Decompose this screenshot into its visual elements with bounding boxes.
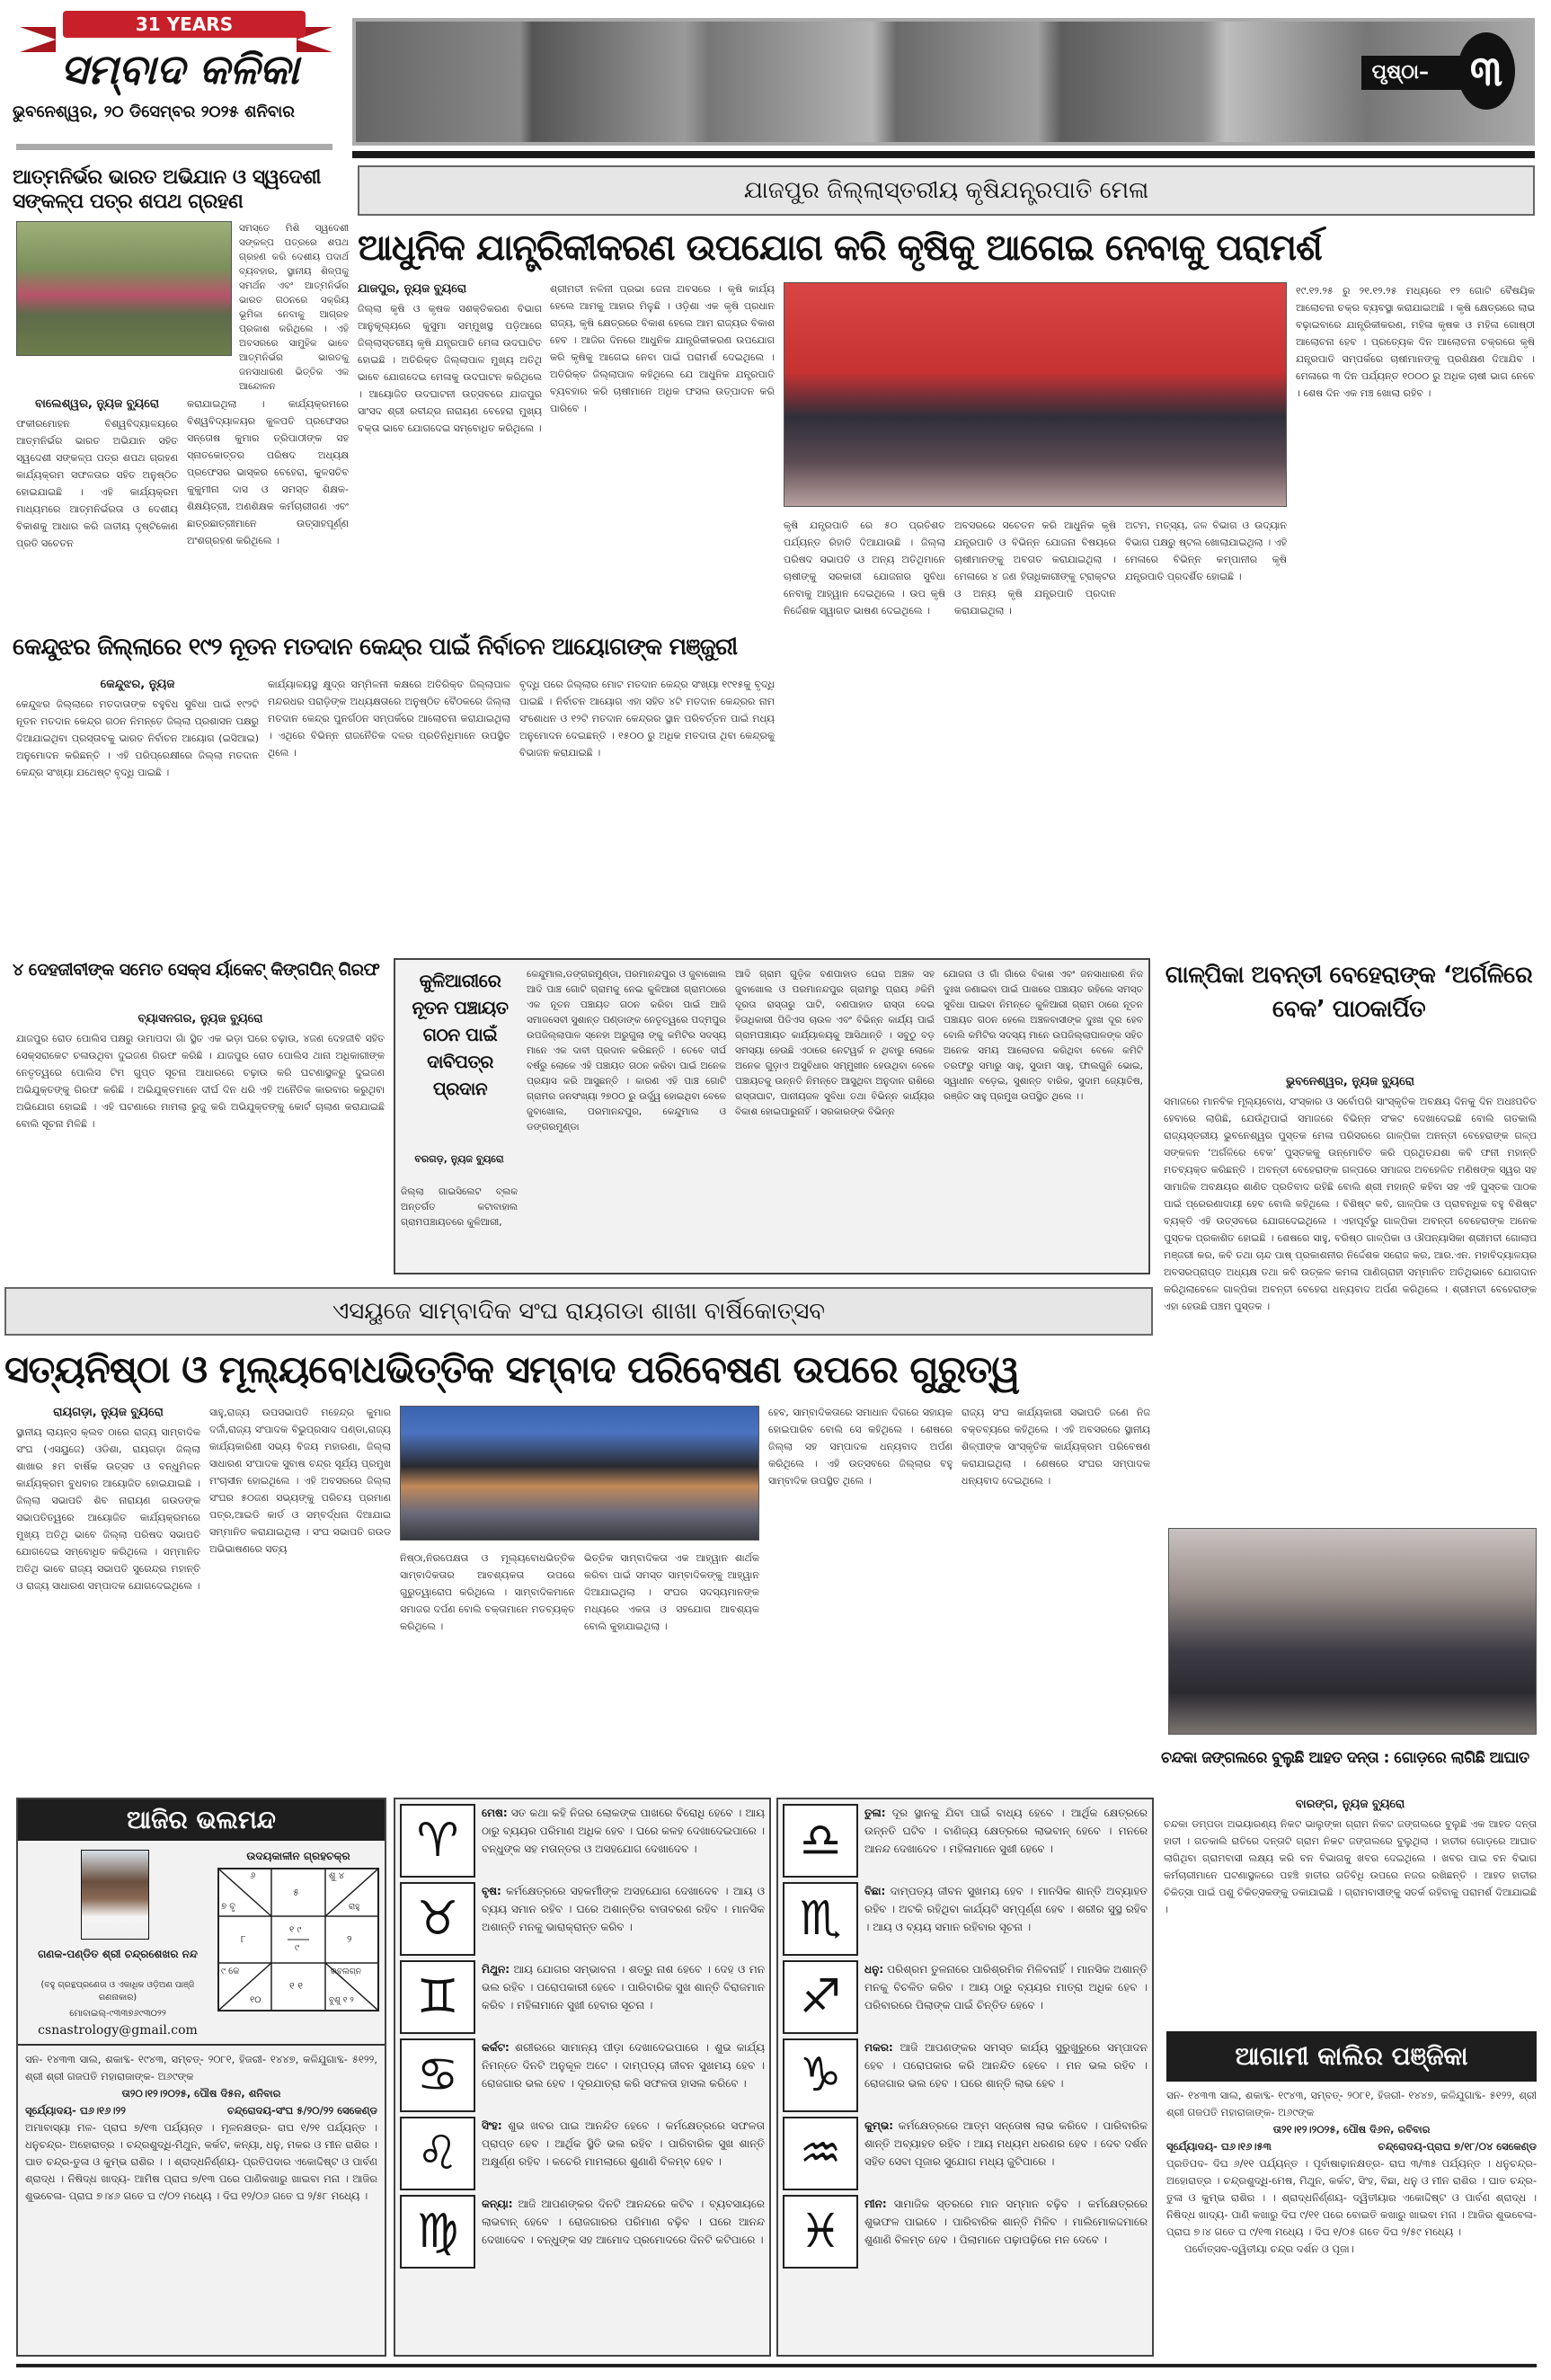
zodiac-sign-icon: ♑	[783, 2038, 858, 2112]
zodiac-sign-icon: ♋	[400, 2038, 475, 2112]
masthead	[0, 0, 1551, 160]
zodiac-sign-icon: ♓	[783, 2195, 858, 2269]
zodiac-forecast-text: ଆଜି ଆପଣଙ୍କର ସମସ୍ତ କାର୍ଯ୍ୟ ସୁରୁଖୁରୁରେ ସମ୍ପାଦନ ହେବ । ପରୋପକାର କରି ଆନନ୍ଦିତ ହେବେ । ମନ ଭଲ ରହିବ । ରୋଜଗାର ଭଲ ହେବ । ଘରେ ଶାନ୍ତି ଲାଭ ହେବ ।	[864, 2041, 1148, 2090]
zodiac-forecast	[864, 2117, 1148, 2190]
zodiac-forecast-text: ଦାମ୍ପତ୍ୟ ଜୀବନ ସୁଖମୟ ହେବ । ମାନସିକ ଶାନ୍ତି ଅବ୍ୟାହତ ରହିବ । ଅଟକି ରହିଥିବା କାର୍ଯ୍ୟଟି ସମ୍ପୂର୍ଣ୍ଣ ହେବ । ଶରୀର ସୁସ୍ଥ ରହିବ । ଆୟ ଓ ବ୍ୟୟ ସମାନ ରହିବାର ସୂଚନା ।	[864, 1885, 1148, 1933]
zodiac-sign-name: ମୀନ:	[864, 2198, 887, 2210]
zodiac-forecast-text: ଦୂର ସ୍ଥାନକୁ ଯିବା ପାଇଁ ବାଧ୍ୟ ହେବେ । ଆର୍ଥିକ କ୍ଷେତ୍ରରେ ଉନ୍ନତି ଘଟିବ । ବାଣିଜ୍ୟ କ୍ଷେତ୍ରରେ ଲାଭବାନ୍ ହେବେ । ମନରେ ଆନନ୍ଦ ଦେଖାଦେବ । ମହିଳାମାନେ ସୁଖୀ ହେବେ ।	[864, 1807, 1148, 1855]
zodiac-sign-name: କୁମ୍ଭ:	[864, 2119, 894, 2132]
chart-cell-center-top: ୧ ୯	[289, 1925, 302, 1935]
zodiac-forecast	[864, 1804, 1148, 1878]
chart-cell-mr: ୨	[347, 1933, 352, 1945]
chart-cell-tl-bottom: ୭ ବୃ	[221, 1902, 236, 1912]
zodiac-forecast-text: ଆୟ ଯୋଗର ସମ୍ଭାବନା । ଶତ୍ରୁ ନାଶ ହେବେ । ଦେହ ଓ ମନ ଭଲ ରହିବ । ପରୋପକାରୀ ହେବେ । ପାରିବାରିକ ସୁଖ ଶାନ୍ତି ବିରାଜମାନ କରିବ । ମହିଳାମାନେ ସୁଖୀ ହେବାର ସୂଚନା ।	[482, 1963, 765, 2011]
swadeshi-intro: ସମସ୍ତେ ମିଶି ସ୍ୱଦେଶୀ ସଙ୍କଳ୍ପ ପତ୍ରରେ ଶପଥ ଗ୍ରହଣ କରି ଦେଶୀୟ ପଦାର୍ଥ ବ୍ୟବହାର, ସ୍ଥାନୀୟ ଶିଳ୍ପକୁ ସମର୍ଥନ ଏବଂ ଆତ୍ମନିର୍ଭର ଭାରତ ଗଠନରେ ସକ୍ରିୟ ଭୂମିକା ନେବାକୁ ଆଗ୍ରହ ପ୍ରକାଶ କରିଥିଲେ । ଏହି ଅବସରରେ ସାମୁହିକ ଭାବେ ଆତ୍ମନିର୍ଭର ଭାରତକୁ ଜନସାଧାରଣ ଭିତ୍ତିକ ଏକ ଆନ୍ଦୋଳନ	[239, 223, 349, 392]
kicker-rayagada	[4, 1287, 1153, 1336]
jajpur-bureau: ଯାଜପୁର, ନ୍ୟୁଜ ବ୍ୟୁରୋ	[358, 282, 467, 296]
kicker-rayagada-text: ଏସୟୁଜେ ସାମ୍ବାଦିକ ସଂଘ ରାୟଗଡା ଶାଖା ବାର୍ଷିକୋତ୍ସବ	[332, 1297, 826, 1325]
tomorrow-intro: ସନ- ୧୪୩୩ ସାଲ, ଶକାବ୍ଦ- ୧୯୪୩, ସମ୍ବତ୍- ୨୦୮୧, ହିଜରୀ- ୧୪୪୭, କଳିଯୁଗାବ୍ଦ- ୫୧୨୨, ଶ୍ରୀ ଶ୍ରୀ ଗଜପତି ମହାରାଜାଙ୍କ- ଅ୬୯ଙ୍କ	[1166, 2089, 1537, 2118]
zodiac-entry-10	[783, 2117, 1148, 2190]
anniversary-ribbon: 31 YEARS	[63, 11, 306, 38]
zodiac-forecast	[482, 1882, 765, 1956]
zodiac-sign-icon: ♒	[783, 2117, 858, 2190]
zodiac-forecast-text: କର୍ମକ୍ଷେତ୍ରରେ ସହକର୍ମୀଙ୍କ ଅସହଯୋଗ ଦେଖାଦେବ । ଆୟ ଓ ବ୍ୟୟ ସମାନ ରହିବ । ଘରେ ଅଶାନ୍ତିର ବାତାବରଣ ରହିବ । ମାନସିକ ଅଶାନ୍ତି ମନକୁ ଭାରାକ୍ରାନ୍ତ କରିବ ।	[482, 1885, 765, 1933]
chart-cell-ml: ୮	[241, 1933, 246, 1945]
rayagada-col3: ନିଷ୍ଠା,ନିରପେକ୍ଷତା ଓ ମୂଲ୍ୟବୋଧଭିତ୍ତିକ ସାମ୍ବାଦିକତାର ଆବଶ୍ୟକତା ଉପରେ ଗୁରୁତ୍ୱାରୋପ କରିଥିଲେ । ସାମ୍ବାଦିକମାନେ ସମାଜର ଦର୍ପଣ ବୋଲି ବକ୍ତାମାନେ ମତବ୍ୟକ୍ତ କରିଥିଲେ ।	[400, 1552, 575, 1632]
zodiac-entry-5	[400, 2195, 765, 2269]
zodiac-entry-4	[400, 2117, 765, 2190]
zodiac-forecast-text: ଶରୀରରେ ସାମାନ୍ୟ ପୀଡ଼ା ଦେଖାଦେଇପାରେ । ଶୁଭ କାର୍ଯ୍ୟ ନିମନ୍ତେ ଦିନଟି ଅନୁକୂଳ ଅଟେ । ଦାମ୍ପତ୍ୟ ଜୀବନ ସୁଖମୟ ହେବ । ରୋଜଗାର ଭଲ ହେବ । ଦୂରଯାତ୍ରା କରି ସଫଳତା ହାସଲ କରିବେ ।	[482, 2041, 765, 2090]
chart-cell-br-top: ରବଲଗ୍ନ	[331, 1967, 361, 1976]
headline-swadeshi: ଆତ୍ମନିର୍ଭର ଭାରତ ଅଭିଯାନ ଓ ସ୍ୱଦେଶୀ ସଙ୍କଳ୍ପ ପତ୍ର ଶପଥ ଗ୍ରହଣ	[13, 166, 321, 213]
keonjhar-col2: କାର୍ଯ୍ୟାଳୟସ୍ଥ କ୍ଷୁଦ୍ର ସମ୍ମିଳନୀ କକ୍ଷରେ ଅତିରିକ୍ତ ଜିଲ୍ଲାପାଳ ମନ୍ଦରଧର ପରାଡ଼ିଙ୍କ ଅଧ୍ୟକ୍ଷତାରେ ଅନୁଷ୍ଠିତ ବୈଠକରେ ଜିଲ୍ଲା ମତଦାନ କେନ୍ଦ୍ର ପୁନର୍ଗଠନ ସମ୍ପର୍କରେ ଆଲୋଚନା କରାଯାଇଥିଲା । ଏଥିରେ ବିଭିନ୍ନ ରାଜନୈତିକ ଦଳର ପ୍ରତିନିଧିମାନେ ଉପସ୍ଥିତ ଥିଲେ ।	[268, 679, 510, 759]
zodiac-column-2	[776, 1798, 1154, 2357]
zodiac-sign-name: ତୁଳା:	[864, 1807, 886, 1819]
zodiac-sign-name: କର୍କଟ:	[482, 2041, 510, 2054]
zodiac-forecast	[482, 2195, 765, 2269]
chart-cell-br-bottom: ବୁଶୁ ୧ ୨	[329, 1996, 354, 2005]
sex-racket-bureau: ବ୍ୟାସନଗର, ନ୍ୟୁଜ ବ୍ୟୁରୋ	[137, 1012, 263, 1026]
zodiac-entry-11	[783, 2195, 1148, 2269]
headline-jajpur: ଆଧୁନିକ ଯାନ୍ତ୍ରିକୀକରଣ ଉପଯୋଗ କରି କୃଷିକୁ ଆଗେଇ ନେବାକୁ ପରାମର୍ଶ	[358, 227, 1322, 269]
headline-kuliari: କୁଳିଆରୀରେ ନୂତନ ପଞ୍ଚାୟତ ଗଠନ ପାଇଁ ଦାବିପତ୍ର ପ୍ରଦାନ	[412, 970, 509, 1099]
zodiac-forecast	[864, 1882, 1148, 1956]
photo-book-release	[1168, 1528, 1537, 1735]
newspaper-logo: ସମ୍ବାଦ କଳିକା	[60, 45, 299, 93]
zodiac-column-1	[394, 1798, 771, 2357]
kicker-jajpur	[358, 165, 1535, 216]
zodiac-entry-6	[783, 1804, 1148, 1878]
chart-cell-tr-bottom: ରାହୁ	[349, 1903, 360, 1912]
bottom-rule	[16, 2364, 1537, 2367]
zodiac-sign-name: ମେଷ:	[482, 1807, 508, 1819]
birth-chart	[217, 1868, 379, 2011]
zodiac-forecast	[482, 1804, 765, 1878]
tomorrow-moonrise: ଚନ୍ଦ୍ରୋଦୟ-ପ୍ରାଘ ୭/୧୮/୦୪ ସେକେଣ୍ଡ	[1378, 2140, 1537, 2153]
headline-rayagada: ସତ୍ୟନିଷ୍ଠା ଓ ମୂଲ୍ୟବୋଧଭିତ୍ତିକ ସମ୍ବାଦ ପରିବେଷଣ ଉପରେ ଗୁରୁତ୍ୱ	[4, 1347, 1020, 1391]
jajpur-col5: ଅଟମ, ମତ୍ସ୍ୟ, ଜଳ ବିଭାଗ ଓ ଉଦ୍ୟାନ ବିଭାଗ ପକ୍ଷରୁ ଷ୍ଟଲ ଖୋଲାଯାଇଥିଲା । ଏହି ମେଳାରେ ବିଭିନ୍ନ କମ୍ପାନୀର କୃଷି ଯନ୍ତ୍ରପାତି ପ୍ରଦର୍ଶିତ ହୋଇଛି ।	[1125, 520, 1287, 582]
kicker-jajpur-text: ଯାଜପୁର ଜିଲ୍ଲାସ୍ତରୀୟ କୃଷିଯନ୍ତ୍ରପାତି ମେଳା	[743, 176, 1149, 204]
elephant-body: ଚନ୍ଦକା ଡମ୍ପଡା ଅଭୟାରଣ୍ୟ ନିକଟ ଭାଲୁଙ୍କା ଗ୍ରାମ ନିକଟ ଜଙ୍ଗଲରେ ବୁଲୁଛି ଏକ ଆହତ ଦନ୍ତା ହାତୀ । ଗତକାଲି ରାତିରେ ଦନ୍ତାଟି ଗ୍ରାମ ନିକଟ ଜଙ୍ଗଲରେ ବୁଲୁଥିଲା । ହାତୀର ଗୋଡ଼ରେ ଆଘାତ ଲାଗିଥିବା ଗ୍ରାମବାସୀ ଲକ୍ଷ୍ୟ କରି ବନ ବିଭାଗକୁ ଖବର ଦେଇଥିଲେ । ଖବର ପାଇ ବନ ବିଭାଗ କର୍ମଚାରୀମାନେ ଘଟଣାସ୍ଥଳରେ ପହଞ୍ଚି ହାତୀର ଗତିବିଧି ଉପରେ ନଜର ରଖିଛନ୍ତି । ଆହତ ହାତୀର ଚିକିତ୍ସା ପାଇଁ ପଶୁ ଚିକିତ୍ସକଙ୍କୁ ଡକାଯାଇଛି । ଗ୍ରାମବାସୀଙ୍କୁ ସତର୍କ ରହିବାକୁ ପରାମର୍ଶ ଦିଆଯାଇଛି ।	[1164, 1818, 1537, 1915]
photo-rayagada-group	[400, 1406, 759, 1541]
kuliari-col2: ଆଦି ଗ୍ରାମ ଗୁଡ଼ିକ ବଣପାହାଡ ଘେରା ଅଞ୍ଚଳ ସହ ଜୁବାଖୋଲ ଓ ପରମାନନ୍ଦପୁର ଗ୍ରାମରୁ ପ୍ରାୟ ୬କିମି ଦୂରତା ରାସ୍ତାରୁ ଘାଟି, ବଣପାହାଡ ରାସ୍ତା ଦେଇ ହିତାଧିକାରୀ ପିଡିଏସ ଚାଉଳ ଏବଂ ବିଭିନ୍ନ କାର୍ଯ୍ୟ ପାଇଁ ଗ୍ରାମପଞ୍ଚାୟତ କାର୍ଯ୍ୟାଳୟକୁ ଆସିଥାନ୍ତି । ସବୁଠୁ ବଡ଼ ସମସ୍ୟା ହେଉଛି ଏଠାରେ ନେଟୱର୍କ ନ ଥିବାରୁ ଲୋକେ ଅନେକ ଗୁଡ଼ାଏ ଅସୁବିଧାର ସମ୍ମୁଖୀନ ହେଉଥିବା ବେଳେ ପଞ୍ଚାୟତକୁ ଉନ୍ନତି ନିମନ୍ତେ ଆସୁଥିବା ଅନୁଦାନ ରାଶିରେ ରାସ୍ତାଘାଟ, ପାନୀୟଜଳ ସୁବିଧା ତଥା ବିଭିନ୍ନ କାର୍ଯ୍ୟର ବିକାଶ ହୋଇପାରୁନାହିଁ । ସରକାରଙ୍କ ବିଭିନ୍ନ	[735, 969, 935, 1117]
jajpur-col3: କୃଷି ଯନ୍ତ୍ରପାତି ରେ ୫୦ ପ୍ରତିଶତ ପର୍ଯ୍ୟନ୍ତ ରିହାତି ଦିଆଯାଉଛି । ଜିଲ୍ଲା ପରିଷଦ ସଭାପତି ଓ ଅନ୍ୟ ଅତିଥିମାନେ ଚାଷୀଙ୍କୁ ସରକାରୀ ଯୋଜନାର ସୁବିଧା ନେବାକୁ ଆହ୍ୱାନ ଦେଇଥିଲେ । ଉପ କୃଷି ନିର୍ଦ୍ଦେଶକ ସ୍ୱାଗତ ଭାଷଣ ଦେଇଥିଲେ ।	[784, 520, 945, 617]
rayagada-col5: ହେବ, ସାମ୍ବାଦିକତାରେ ସମାଧାନ ଦିଗରେ ସହାୟକ ହୋଇପାରିବ ବୋଲି ସେ କହିଥିଲେ । ଶେଷରେ ଜିଲ୍ଲା ସହ ସମ୍ପାଦକ ଧନ୍ୟବାଦ ଅର୍ପଣ କରିଥିଲେ । ଏହି ଉତ୍ସବରେ ଜିଲ୍ଲାର ବହୁ ସାମ୍ବାଦିକ ଉପସ୍ଥିତ ଥିଲେ ।	[768, 1407, 953, 1487]
zodiac-sign-icon: ♈	[400, 1804, 475, 1878]
today-sunrise: ସୂର୍ଯ୍ୟୋଦୟ- ଘ୬।୧୬।୨୨	[25, 2104, 126, 2117]
kuliari-col3: ଯୋଜନା ଓ ଗାଁ ଗାଁରେ ବିକାଶ ଏବଂ ଜନସାଧାରଣ ନିଜ ଦୁଃଖ ଜଣାଇବା ପାଇଁ ପାଖରେ ପଞ୍ଚାୟତ ରହିଲେ ସମସ୍ତ ସୁବିଧା ପାଇବା ନିମନ୍ତେ କୁଳିଆରୀ ଗ୍ରାମ ଠାରେ ନୂତନ ପଞ୍ଚାୟତ ଗଠନ ହେଲେ ଅଞ୍ଚଳବାସୀଙ୍କ ଦୁଃଖ ଦୂର ହେବ ବୋଲି କମିଟିର ସଦସ୍ୟ ମାନେ ଉପଜିଲ୍ଲାପାଳଙ୍କ ସହିତ ଅନେକ ସମୟ ଆଲୋଚନା କରିଥିବା ବେଳେ କମିଟି ତରଫରୁ ସମାରୁ ସାହୁ, ସୁଦାମ ସାହୁ, ଫାଲଗୁନି ଭୋଇ, ସ୍ୱାଧୀନ ବଡ଼େଇ, ସୁଶାନ୍ତ ବାରିକ, ସୁଦାମ ଜ୍ୟୋତିଷ, ରଞ୍ଜିତ ସାହୁ ପ୍ରମୁଖ ଉପସ୍ଥିତ ଥିଲେ ।।	[944, 969, 1143, 1102]
jajpur-col2: ଶ୍ରୀମତୀ ନଳିନୀ ପ୍ରଭା ଜେନା ଅବସରେ । କୃଷି କାର୍ଯ୍ୟ ହେଲେ ଆମକୁ ଆହାର ମିଳୁଛି । ଓଡ଼ିଶା ଏକ କୃଷି ପ୍ରଧାନ ରାଜ୍ୟ, କୃଷି କ୍ଷେତ୍ରରେ ବିକାଶ ହେଲେ ଆମ ରାଜ୍ୟର ବିକାଶ ହେବ । ଆଜିର ଦିନରେ ଆଧୁନିକ ଯାନ୍ତ୍ରିକୀକରଣ ଉପଯୋଗ କରି କୃଷିକୁ ଆଗେଇ ନେବା ପାଇଁ ପରାମର୍ଶ ଦେଇଥିଲେ । ଅତିରିକ୍ତ ଜିଲ୍ଲାପାଳ କହିଥିଲେ ଯେ ଆଧୁନିକ ଯନ୍ତ୍ରପାତି ବ୍ୟବହାର କରି ଚାଷୀମାନେ ଅଧିକ ଫସଲ ଉତ୍ପାଦନ କରି ପାରିବେ ।	[550, 283, 775, 414]
zodiac-forecast-text: ସାମାଜିକ ସ୍ତରରେ ମାନ ସମ୍ମାନ ବଢ଼ିବ । କର୍ମକ୍ଷେତ୍ରରେ ଶୁଭଫଳ ପାଇବେ । ପାରିବାରିକ ଶାନ୍ତି ମିଳିବ । ମାଲିମୋକଦ୍ଦମାରେ ଶୁଣାଣି ବିଳମ୍ବ ହେବ । ପିଲାମାନେ ପଢ଼ାପଢ଼ିରେ ମନ ଦେବେ ।	[864, 2198, 1148, 2246]
zodiac-forecast	[864, 2195, 1148, 2269]
zodiac-forecast-text: ପରିଶ୍ରମ ତୁଳନାରେ ପାରିଶ୍ରମିକ ମିଳିବନାହିଁ । ମାନସିକ ଅଶାନ୍ତି ମନକୁ ବିଚଳିତ କରିବ । ଆୟ ଠାରୁ ବ୍ୟୟର ମାତ୍ରା ଅଧିକ ହେବ । ପରିବାରରେ ପିଲାଙ୍କ ପାଇଁ ଚିନ୍ତିତ ହେବେ ।	[864, 1963, 1148, 2011]
pundit-photo	[81, 1850, 149, 1940]
jajpur-col1-text: ଜିଲ୍ଲା କୃଷି ଓ କୃଷକ ସଶକ୍ତିକରଣ ବିଭାଗ ଆନୁକୂଲ୍ୟରେ କୁସୁମା ସମ୍ମୁଖସ୍ଥ ପଡ଼ିଆରେ ଜିଲ୍ଲାସ୍ତରୀୟ କୃଷି ଯନ୍ତ୍ରପାତି ମେଳା ଉଦଘାଟିତ ହୋଇଛି । ଅତିରିକ୍ତ ଜିଲ୍ଲାପାଳ ମୁଖ୍ୟ ଅତିଥି ଭାବେ ଯୋଗଦେଇ ମେଳାକୁ ଉଦଘାଟନ କରିଥିଲେ । ଆୟୋଜିତ ଉଦଘାଟନୀ ଉତ୍ସବରେ ଯାଜପୁର ସାଂସଦ ଶ୍ରୀ ରବୀନ୍ଦ୍ର ନାରାୟଣ ବେହେରା ମୁଖ୍ୟ ବକ୍ତା ଭାବେ ଯୋଗଦେଇ ସମ୍ବୋଧିତ କରିଥିଲେ ।	[358, 303, 542, 434]
tomorrow-panjika	[1166, 2087, 1537, 2258]
astrology-title: ଆଜିର ଭଲମନ୍ଦ	[18, 1799, 385, 1841]
zodiac-sign-icon: ♉	[400, 1882, 475, 1956]
headline-elephant: ଚନ୍ଦକା ଜଙ୍ଗଲରେ ବୁଲୁଛି ଆହତ ଦନ୍ତା : ଗୋଡ଼ରେ ଲାଗିଛି ଆଘାତ	[1161, 1749, 1529, 1767]
elephant-bureau: ବାରଙ୍ଗ, ନ୍ୟୁଜ ବ୍ୟୁରୋ	[1295, 1798, 1405, 1811]
jajpur-col4: ଅବସରରେ ସଚେତନ କରି ଆଧୁନିକ କୃଷି ଯନ୍ତ୍ରପାତି ଓ ବିଭିନ୍ନ ଯୋଜନା ବିଷୟରେ ଚାଷୀମାନଙ୍କୁ ଅବଗତ କରାଯାଇଥିଲା । ମେଳାରେ ୪ ଜଣ ହିତାଧିକାରୀଙ୍କୁ ଟ୍ରାକ୍ଟର ଓ ଅନ୍ୟ କୃଷି ଯନ୍ତ୍ରପାତି ପ୍ରଦାନ କରାଯାଇଥିଲା ।	[954, 520, 1116, 617]
today-panjika-date: ତା୨୦।୧୨।୨୦୨୫, ପୌଷ ଦି୫ନ, ଶନିବାର	[121, 2087, 281, 2100]
keonjhar-col1: କେନ୍ଦୁଝର ଜିଲ୍ଲାରେ ମତଦାତାଙ୍କ ବହୁବିଧ ସୁବିଧା ପାଇଁ ୧୯୨ଟି ନୂତନ ମତଦାନ କେନ୍ଦ୍ର ଗଠନ ନିମନ୍ତେ ଜିଲ୍ଲା ପ୍ରଶାସନ ପକ୍ଷରୁ ଦିଆଯାଇଥିବା ପ୍ରସ୍ତାବକୁ ଭାରତ ନିର୍ବାଚନ ଆୟୋଗ (ଇସିଆଇ) ଅନୁମୋଦନ କରିଛନ୍ତି । ଏହି ପରିପ୍ରେକ୍ଷୀରେ ଜିଲ୍ଲା ମତଦାନ କେନ୍ଦ୍ର ସଂଖ୍ୟା ଯଥେଷ୍ଟ ବୃଦ୍ଧି ପାଇଛି ।	[16, 698, 259, 778]
zodiac-entry-1	[400, 1882, 765, 1956]
rayagada-col4: ଭିତ୍ତିକ ସାମ୍ବାଦିକତା ଏକ ଆହ୍ୱାନ ଶାର୍ଥକ କରିବା ପାଇଁ ସମସ୍ତ ସାମ୍ବାଦିକଙ୍କୁ ଆହ୍ୱାନ ଦିଆଯାଇଥିଲା । ସଂଘର ସଦସ୍ୟମାନଙ୍କ ମଧ୍ୟରେ ଏକତା ଓ ସହଯୋଗ ଆବଶ୍ୟକ ବୋଲି କୁହାଯାଇଥିଲା ।	[584, 1552, 759, 1632]
photo-jajpur-mela	[784, 282, 1287, 507]
edition-dateline: ଭୁବନେଶ୍ୱର, ୨୦ ଡିସେମ୍ବର ୨୦୨୫ ଶନିବାର	[13, 102, 295, 121]
masthead-rule-left	[16, 144, 332, 150]
zodiac-sign-name: ବିଛା:	[864, 1885, 886, 1897]
zodiac-sign-icon: ♊	[400, 1960, 475, 2034]
book-body: ସମାଜରେ ମାନବିକ ମୂଲ୍ୟବୋଧ, ସଂସ୍କାର ଓ ସର୍ବୋପରି ସାଂସ୍କୃତିକ ଅବକ୍ଷୟ ଦିନକୁ ଦିନ ଅଧଃପତିତ ହେବାରେ ଲାଗିଛି, ଯେଉଁଥିପାଇଁ ସମାଜରେ ବିଭିନ୍ନ ସଂକଟ ଦେଖାଦେଇଛି ବୋଲି ଗତକାଲି ରାଜ୍ୟସ୍ତରୀୟ ଭୁବନେଶ୍ୱର ପୁସ୍ତକ ମେଳା ପରିସରରେ ଗାଳ୍ପିକା ଅନନ୍ତୀ ବେହେରାଙ୍କ ଗଳ୍ପ ସଙ୍କଳନ ‘ଅର୍ଗଳିରେ ବେକ’ ପୁସ୍ତକକୁ ଉନ୍ମୋଚିତ କରି ପ୍ରଥିତଯଶା କବି ଫନୀ ମହାନ୍ତି ମତବ୍ୟକ୍ତ କରିଛନ୍ତି । ଅବନ୍ତୀ ବେହେରାଙ୍କ ଗଳ୍ପରେ ସମାଜର ଅବହେଳିତ ମଣିଷଙ୍କ ସ୍ୱର ସହ ସାମାଜିକ ଅବକ୍ଷୟର ଶାଣିତ ପ୍ରତିବାଦ ରହିଛି ବୋଲି ଶ୍ରୀ ମହାନ୍ତି କହିବା ସହ ଏହି ପୁସ୍ତକ ପାଠକ ପାଇଁ ପ୍ରେରଣାଦାୟୀ ହେବ ବୋଲି କହିଥିଲେ । ବିଶିଷ୍ଟ କବି, ଗାଳ୍ପିକ ଓ ପ୍ରାବନ୍ଧିକ ବହୁ ବିଶିଷ୍ଟ ବ୍ୟକ୍ତି ଏହି ଉତ୍ସବରେ ଯୋଗଦେଇଥିଲେ । ଏହାପୂର୍ବରୁ ଗାଳ୍ପିକା ଅବନ୍ତୀ ବେହେରାଙ୍କ ଅନେକ ପୁସ୍ତକ ପ୍ରକାଶିତ ହୋଇଛି । ଶେଷରେ ସାହୁ, ବରିଷ୍ଠ ଗାଳ୍ପିକା ଓ ଔପନ୍ୟାସିକା ଶ୍ରୀମତୀ ଗୋଲାପ ମଞ୍ଜରୀ କର, କବି ତଥା ଚାନ୍ଦ ପାଷ୍ ପ୍ରକାଶନୀର ନିର୍ଦ୍ଦେଶକ ସରୋଜ କର, ଆର.ଏନ. ମହାବିଦ୍ୟାଳୟର ଅବସରପ୍ରାପ୍ତ ଅଧ୍ୟକ୍ଷ ତଥା କବି ଉତ୍କଳ କମଳା ପାଣିଗ୍ରାହୀ ସମ୍ମାନିତ ଅତିଥିଭାବେ ଯୋଗଦାନ କରିଥିଲାବେଳେ ଗାଳ୍ପିକା ଅବନ୍ତୀ ବେହେରା ଧନ୍ୟବାଦ ଅର୍ପଣ କରିଥିଲେ । ଶ୍ରୀମତୀ ବେହେରାଙ୍କ ଏହା ହେଉଛି ପଞ୍ଚମ ପୁସ୍ତକ ।	[1164, 1096, 1537, 1312]
tomorrow-date: ତା୨୧।୧୨।୨୦୨୫, ପୌଷ ଦି୬ନ, ରବିବାର	[1272, 2123, 1431, 2136]
zodiac-sign-icon: ♌	[400, 2117, 475, 2190]
astrology-divider	[18, 2044, 385, 2046]
zodiac-forecast	[864, 2038, 1148, 2112]
zodiac-sign-name: କନ୍ୟା:	[482, 2198, 513, 2210]
pundit-name: ଗଣକ-ପଣ୍ଡିତ ଶ୍ରୀ ଚନ୍ଦ୍ରଶେଖର ନନ୍ଦ	[38, 1948, 198, 1960]
pundit-email[interactable]: csnastrology@gmail.com	[38, 2023, 198, 2038]
zodiac-sign-icon: ♏	[783, 1882, 858, 1956]
chart-cell-center-bottom: ୯	[295, 1943, 299, 1953]
swadeshi-bureau: ବାଲେଶ୍ୱର, ନ୍ୟୁଜ ବ୍ୟୁରୋ	[34, 397, 160, 411]
zodiac-entry-3	[400, 2038, 765, 2112]
rayagada-col6: ରାଜ୍ୟ ସଂଘ କାର୍ଯ୍ୟକାରୀ ସଭାପତି ଜଣେ ନିଜ ବକ୍ତବ୍ୟରେ କହିଥିଲେ । ଏହି ଅବସରରେ ସ୍ଥାନୀୟ ଶିଳ୍ପୀଙ୍କ ସାଂସ୍କୃତିକ କାର୍ଯ୍ୟକ୍ରମ ପରିବେଷଣ କରାଯାଇଥିଲା । ଶେଷରେ ସଂଘର ସମ୍ପାଦକ ଧନ୍ୟବାଦ ଦେଇଥିଲେ ।	[962, 1407, 1150, 1487]
zodiac-forecast	[482, 2038, 765, 2112]
keonjhar-col3: ବୃଦ୍ଧି ପରେ ଜିଲ୍ଲାର ମୋଟ ମତଦାନ କେନ୍ଦ୍ର ସଂଖ୍ୟା ୧୯୧୫କୁ ବୃଦ୍ଧି ପାଇଛି । ନିର୍ବାଚନ ଆୟୋଗ ଏହା ସହିତ ୪ଟି ମତଦାନ କେନ୍ଦ୍ରର ନାମ ସଂଶୋଧନ ଓ ୧୨ଟି ମତଦାନ କେନ୍ଦ୍ରର ସ୍ଥାନ ପରିବର୍ତ୍ତନ ପାଇଁ ମଧ୍ୟ ଅନୁମୋଦନ ଦେଇଛନ୍ତି । ୧୫୦୦ ରୁ ଅଧିକ ମତଦାତା ଥିବା କେନ୍ଦ୍ରକୁ ବିଭାଜନ କରାଯାଇଛି ।	[519, 679, 775, 759]
headline-keonjhar: କେନ୍ଦୁଝର ଜିଲ୍ଲାରେ ୧୯୨ ନୂତନ ମତଦାନ କେନ୍ଦ୍ର ପାଇଁ ନିର୍ବାଚନ ଆୟୋଗଙ୍କ ମଞ୍ଜୁରୀ	[13, 634, 738, 661]
chart-cell-bl-bottom: ୧୦	[250, 1995, 261, 2005]
zodiac-entry-9	[783, 2038, 1148, 2112]
zodiac-entry-8	[783, 1960, 1148, 2034]
chart-cell-bl-top: ୯ କେ	[221, 1967, 240, 1976]
pundit-description: (ବହୁ ଗ୍ରନ୍ଥପ୍ରଣେତା ଓ ଏକାଧିକ ଓଡ଼ିଅଣ ପାଞ୍ଜି ଗଣନାକାର)	[40, 1980, 195, 2003]
zodiac-forecast	[864, 1960, 1148, 2034]
rayagada-col2: ସାହୁ,ରାଜ୍ୟ ଉପସଭାପତି ମହେନ୍ଦ୍ର କୁମାର ଦର୍ଜୀ,ରାଜ୍ୟ ସଂପାଦକ ବିଭୁପ୍ରସାଦ ପଣ୍ଡା,ରାଜ୍ୟ କାର୍ଯ୍ୟକାରିଣୀ ସଭ୍ୟ ବିଜୟ ମହାରଣା, ଜିଲ୍ଲା ସାଧାରଣ ସଂପାଦକ ସୁବାଷ ଚନ୍ଦ୍ର ସୂର୍ଯ୍ୟ ପ୍ରମୁଖ ମଂଚାସୀନ ହୋଇଥିଲେ । ଏହି ଅବସରରେ ଜିଲ୍ଲା ସଂଘର ୫୦ଜଣ ସଭ୍ୟଙ୍କୁ ପରିଚୟ ପ୍ରମାଣ ପତ୍ର,ଆଇଡି କାର୍ଡ ଓ ସମ୍ବର୍ଦ୍ଧନା ଦିଆଯାଇ ସମ୍ମାନିତ କରାଯାଇଥିଲା । ସଂଘ ସଭାପତି ଗଉଡ ଅଭିଭାଷଣରେ ସତ୍ୟ	[209, 1407, 391, 1555]
zodiac-entry-2	[400, 1960, 765, 2034]
astrology-box	[16, 1798, 386, 2357]
headline-book-release: ଗାଳ୍ପିକା ଅବନ୍ତୀ ବେହେରାଙ୍କ ‘ଅର୍ଗଳିରେ ବେକ’ ପାଠକାର୍ପିତ	[1165, 962, 1533, 1023]
chart-cell-tm: ୫	[293, 1887, 299, 1898]
masthead-rule-right	[352, 151, 1535, 158]
jajpur-col6: ୧୯.୧୨.୨୫ ରୁ ୨୧.୧୨.୨୫ ମଧ୍ୟରେ ୧୨ ଗୋଟି ବୈଷୟିକ ଆଲୋଚନା ଚକ୍ର ବ୍ୟବସ୍ଥା କରାଯାଇଅଛି । କୃଷି କ୍ଷେତ୍ରରେ ଲାଭ ବଢ଼ାଇବାରେ ଯାନ୍ତ୍ରିକୀକରଣ, ମହିଳା କୃଷକ ଓ ମହିଳା ଗୋଷ୍ଠୀ ଆଲୋଚନା ହେବ । ପ୍ରତ୍ୟେକ ଦିନ ଆଲୋଚନା ଚକ୍ରରେ କୃଷି ଯନ୍ତ୍ରପାତି ସମ୍ପର୍କରେ ଚାଷୀମାନଙ୍କୁ ପ୍ରଶିକ୍ଷଣ ଦିଆଯିବ । ମେଳାରେ ୩ ଦିନ ପର୍ଯ୍ୟନ୍ତ ୧୦୦୦ ରୁ ଅଧିକ ଚାଷୀ ଭାଗ ନେବେ । ଶେଷ ଦିନ ଏକ ମଞ୍ଚ ଖୋଲା ରହିବ ।	[1296, 285, 1535, 399]
chart-cell-tr-top: ଶୁ ୪	[329, 1871, 345, 1881]
rayagada-col1: ସ୍ଥାନୀୟ ଲାୟନ୍ସ କ୍ଲବ ଠାରେ ରାଜ୍ୟ ସାମ୍ବାଦିକ ସଂଘ (ଏସୟୁଜେ) ଓଡିଶା, ରାୟଗଡ଼ା ଜିଲ୍ଲା ଶାଖାର ୫ମ ବାର୍ଷିକ ଉତ୍ସବ ଓ ବନ୍ଧୁମିଳନ କାର୍ଯ୍ୟକ୍ରମ ବୁଧବାର ଆୟୋଜିତ ହୋଇଯାଇଛି । ଜିଲ୍ଲା ସଭାପତି ଶିବ ନାରାୟଣ ଗଉଡଙ୍କ ସଭାପତିତ୍ୱରେ ଆୟୋଜିତ କାର୍ଯ୍ୟକ୍ରମରେ ମୁଖ୍ୟ ଅତିଥି ଭାବେ ଜିଲ୍ଲା ପରିଷଦ ସଭାପତି ଯୋଗଦେଇ ସମ୍ବୋଧିତ କରିଥିଲେ । ସମ୍ମାନିତ ଅତିଥି ଭାବେ ରାଜ୍ୟ ସଭାପତି ସୁରେନ୍ଦ୍ର ମହାନ୍ତି ଓ ରାଜ୍ୟ ସାଧାରଣ ସମ୍ପାଦକ ଯୋଗଦେଇଥିଲେ ।	[16, 1426, 200, 1592]
zodiac-sign-name: ସିଂହ:	[482, 2119, 502, 2132]
chart-cell-tl-top: ୬	[250, 1871, 256, 1881]
today-panjika-body: ଅମାବାସ୍ୟା ମଳ- ପ୍ରାଘ ୭/୧୩ ପର୍ଯ୍ୟନ୍ତ । ମୂଳନକ୍ଷତ୍ର- ରାଘ ୧/୨୧ ପର୍ଯ୍ୟନ୍ତ । ଧନୁଚନ୍ଦ୍ର- ଅହୋରାତ୍ର । ଚନ୍ଦ୍ରଶୁଦ୍ଧି-ମିଥୁନ, କର୍କଟ, କନ୍ୟା, ଧନୁ, ମକର ଓ ମୀନ ରାଶିର । ଘାତ ଚନ୍ଦ୍ର-ତୁଳା ଓ କୁମ୍ଭ ରାଶିର । । ଶ୍ରାଦ୍ଧନିର୍ଣ୍ଣୟ- ପ୍ରତିପଦାର ଏକୋଦ୍ଦିଷ୍ଟ ଓ ପାର୍ବଣ ଶ୍ରାଦ୍ଧ । ନିଷିଦ୍ଧ ଖାଦ୍ୟ- ଆମିଷ ପ୍ରାଘ ୭/୧୩ ପରେ ପାଣିକଖାରୁ ଖାଇବା ମନା । ଆଜିର ଶୁଭବେଳା- ପ୍ରାଘ ୭।୪୬ ଗତେ ଘ ୯/୦୨ ମଧ୍ୟେ । ଦିଘ ୧୨/୦୬ ଗତେ ଘ ୨/୫୮ ମଧ୍ୟେ ।	[25, 2121, 377, 2202]
rayagada-bureau: ରାୟଗଡ଼ା, ନ୍ୟୁଜ ବ୍ୟୁରୋ	[53, 1406, 164, 1419]
zodiac-sign-name: ଧନୁ:	[864, 1963, 884, 1976]
zodiac-forecast-text: ଶୁଭ ଖବର ପାଇ ଆନନ୍ଦିତ ହେବେ । କର୍ମକ୍ଷେତ୍ରରେ ସଫଳତା ପ୍ରାପ୍ତ ହେବ । ଆର୍ଥିକ ସ୍ଥିତି ଭଲ ରହିବ । ପାରିବାରିକ ସୁଖ ଶାନ୍ତି ଅକ୍ଷୁର୍ଣ୍ଣ ରହିବ । କଚେରି ମାମଲାରେ ଶୁଣାଣି ବିଳମ୍ବ ହେବ ।	[482, 2119, 765, 2168]
today-moonrise: ଚନ୍ଦ୍ରୋଦୟ-ସଂଘ ୫/୨୦/୨୨ ସେକେଣ୍ଡ	[226, 2104, 377, 2117]
tomorrow-festival: ପର୍ବୋତ୍ସବ-ଦ୍ୱିତୀୟା ଚନ୍ଦ୍ର ଦର୍ଶନ ଓ ପୂଜା।	[1184, 2242, 1354, 2255]
page-number-circle: ୩	[1458, 32, 1515, 110]
zodiac-entry-0	[400, 1804, 765, 1878]
zodiac-sign-name: ବୃଷ:	[482, 1885, 501, 1897]
kuliari-col1: କେନ୍ଦୁମାଲ,ଡଙ୍ଗରମୁଣ୍ଡା, ପରମାନନ୍ଦପୁର ଓ ଜୁବାଖୋଲ ଆଦି ପାଞ୍ଚ ଗୋଟି ଗ୍ରାମକୁ ନେଇ କୁଳିଆରୀ ଗ୍ରାମଠାରେ ଏକ ନୂତନ ପଞ୍ଚାୟତ ଗଠନ କରିବା ପାଇଁ ଆଜି ସମାଜସେବୀ ସୁଶାନ୍ତ ପଣ୍ଡାଙ୍କ ନେତୃତ୍ୱରେ ପଦ୍ମପୁର ଉପଜିଲ୍ଲାପାଳ ସ୍ନେହା ଅରୁଗୁଲା ଙ୍କୁ କମିଟିର ସଦସ୍ୟ ମାନେ ଏକ ଦାବୀ ପ୍ରଦାନ କରିଛନ୍ତି । ତେବେ ଦୀର୍ଘ ବର୍ଷରୁ ଲୋକେ ଏହି ପଞ୍ଚାୟତ ଗଠନ କରିବା ପାଇଁ ଅନେକ ପ୍ରୟାସ କରି ଆସୁଛନ୍ତି । କାରଣ ଏହି ପାଞ୍ଚ ଗୋଟି ଗ୍ରାମର ଜନସଂଖ୍ୟା ୨୭୦୦ ରୁ ଉର୍ଦ୍ଧ୍ୱ ହୋଇଥିବା ବେଳେ ଜୁବାଖୋଲ, ପରମାନନ୍ଦପୁର, କେନ୍ଦୁମାଲ ଓ ଡଙ୍ଗରମୁଣ୍ଡା	[527, 969, 726, 1132]
tomorrow-sunrise: ସୂର୍ଯ୍ୟୋଦୟ- ଘ୬।୧୬।୫୩	[1166, 2140, 1272, 2153]
kuliari-bureau: ବରଗଡ଼, ନ୍ୟୁଜ ବ୍ୟୁରୋ	[414, 1153, 504, 1165]
swadeshi-col1: ଫକୀରମୋହନ ବିଶ୍ୱବିଦ୍ୟାଳୟରେ ଆତ୍ମନିର୍ଭର ଭାରତ ଅଭିଯାନ ସହିତ ସ୍ୱଦେଶୀ ସଙ୍କଳ୍ପ ପତ୍ର ଶପଥ ଗ୍ରହଣ କାର୍ଯ୍ୟକ୍ରମ ସଫଳତାର ସହିତ ଅନୁଷ୍ଠିତ ହୋଇଯାଇଛି । ଏହି କାର୍ଯ୍ୟକ୍ରମ ମାଧ୍ୟମରେ ଆତ୍ମନିର୍ଭରତା ଓ ଦେଶୀୟ ବିକାଶକୁ ଆଧାର କରି ଜାତୀୟ ଦୃଷ୍ଟିକୋଣ ପ୍ରତି ସଚେତନ	[16, 418, 178, 549]
zodiac-entry-7	[783, 1882, 1148, 1956]
today-panjika-intro: ସନ- ୧୪୩୩ ସାଲ, ଶକାବ୍ଦ- ୧୯୪୩, ସମ୍ବତ୍- ୨୦୮୧, ହିଜରୀ- ୧୪୪୭, କଳିଯୁଗାବ୍ଦ- ୫୧୨୨, ଶ୍ରୀ ଶ୍ରୀ ଗଜପତି ମହାରାଜାଙ୍କ- ଅ୬୯ଙ୍କ	[25, 2053, 377, 2082]
zodiac-sign-name: ମିଥୁନ:	[482, 1963, 510, 1976]
pundit-mobile: ମୋବାଇଲ୍-୯୩୩୭୬୯୩୦୨୨	[69, 2009, 166, 2019]
zodiac-forecast-text: ସତ କଥା କହି ନିଜର ଲୋକଙ୍କ ପାଖରେ ବିରୋଧି ହେବେ । ଆୟ ଠାରୁ ବ୍ୟୟର ପରିମାଣ ଅଧିକ ହେବ । ଘରେ କଳହ ଦେଖାଦେଇପାରେ । ବନ୍ଧୁଙ୍କ ସହ ମତାନ୍ତର ଓ ଅସହଯୋଗ ଦେଖାଦେବ ।	[482, 1807, 765, 1855]
keonjhar-bureau: କେନ୍ଦୁଝର, ନ୍ୟୁଜ	[100, 678, 175, 691]
zodiac-forecast-text: ଆଜି ଆପଣଙ୍କର ଦିନଟି ଆନନ୍ଦରେ କଟିବ । ବ୍ୟବସାୟରେ ଲାଭବାନ୍ ହେବେ । ରୋଜଗାରର ପରିମାଣ ବଢ଼ିବ । ଘରେ ଆନନ୍ଦ ଦେଖାଦେବ । ବନ୍ଧୁଙ୍କ ସହ ଆମୋଦ ପ୍ରମୋଦରେ ଦିନଟି କଟିପାରେ ।	[482, 2198, 765, 2246]
chart-cell-bm: ୧ ୧	[289, 1980, 303, 1992]
banner-photo-strip	[352, 18, 1535, 146]
page-number-badge: ପୃଷ୍ଠା–	[1361, 56, 1468, 90]
zodiac-sign-icon: ♎	[783, 1804, 858, 1878]
photo-swadeshi-pledge	[16, 221, 232, 356]
chart-title: ଉଦୟକାଳୀନ ଗ୍ରହଚକ୍ର	[246, 1850, 350, 1862]
sex-racket-body: ଯାଜପୁର ରୋଡ ପୋଲିସ ପକ୍ଷରୁ ଉମାପଦା ଗାଁ ସ୍ଥିତ ଏକ ଭଡ଼ା ଘରେ ଚଢ଼ାଉ, ୪ଜଣ ଦେହଜୀବି ସହିତ ସେକ୍ସରାକେଟ ଚଳାଉଥିବା ଦୁଇଜଣ ଗିରଫ କରିଛି । ଯାଜପୁର ରୋଡ ପୋଲିସ ଥାନା ଅଧିକାରୀଙ୍କ ନେତୃତ୍ୱରେ ପୋଲିସ ଟିମ ଗୁପ୍ତ ସୂଚନା ଆଧାରରେ ଚଢ଼ାଉ କରି ଘଟଣାସ୍ଥଳରୁ ଦୁଇଜଣ ଅଭିଯୁକ୍ତଙ୍କୁ ଗିରଫ କରିଛି । ଅଭିଯୁକ୍ତମାନେ ଦୀର୍ଘ ଦିନ ଧରି ଏହି ଅନୈତିକ କାରବାର କରୁଥିବା ଅଭିଯୋଗ ହୋଇଛି । ଏହି ଘଟଣାରେ ମାମଲା ରୁଜୁ କରି ଅଭିଯୁକ୍ତଙ୍କୁ କୋର୍ଟ ଚାଲାଣ କରାଯାଇଛି ବୋଲି ସୂଚନା ମିଳିଛି ।	[16, 1033, 385, 1130]
zodiac-forecast	[482, 1960, 765, 2034]
zodiac-sign-name: ମକର:	[864, 2041, 893, 2054]
zodiac-sign-icon: ♐	[783, 1960, 858, 2034]
tomorrow-body: ପ୍ରତିପଦ- ଦିଘ ୬/୧୧ ପର୍ଯ୍ୟନ୍ତ । ପୂର୍ବାଷାଢ଼ାନକ୍ଷତ୍ର- ରାଘ ୩/୩୫ ପର୍ଯ୍ୟନ୍ତ । ଧନୁଚନ୍ଦ୍ର- ଅହୋରାତ୍ର । ଚନ୍ଦ୍ରଶୁଦ୍ଧି-ମେଷ, ମିଥୁନ, କର୍କଟ, ସିଂହ, ବିଛା, ଧନୁ ଓ ମୀନ ରାଶିର । ଘାତ ଚନ୍ଦ୍ର-ତୁଳା ଓ କୁମ୍ଭ ରାଶିର । । ଶ୍ରାଦ୍ଧନିର୍ଣ୍ଣୟ- ଦ୍ୱିତୀୟାର ଏକୋଦ୍ଦିଷ୍ଟ ଓ ପାର୍ବଣ ଶ୍ରାଦ୍ଧ । ନିଷିଦ୍ଧ ଖାଦ୍ୟ- ପାଣି କଖାରୁ ଦିଘ ୯/୧୧ ପରେ ବୋଇତି କଖାରୁ ଖାଇବା ମନା । ଆଜିର ଶୁଭବେଳା- ପ୍ରାଘ ୭।୪ ଗତେ ଘ ୯/୧୩ ମଧ୍ୟେ । ଦିଘ ୧/୦୫ ଗତେ ଦିଘ ୨/୫୯ ମଧ୍ୟେ ।	[1166, 2157, 1537, 2238]
zodiac-sign-icon: ♍	[400, 2195, 475, 2269]
headline-sex-racket: ୪ ଦେହଜୀବୀଙ୍କ ସମେତ ସେକ୍ସ ର୍ୟାକେଟ୍ କିଙ୍ଗପିନ୍ ଗିରଫ	[13, 960, 380, 980]
zodiac-forecast-text: କର୍ମକ୍ଷେତ୍ରରେ ଆତ୍ମ ସନ୍ତୋଷ ଲାଭ କରିବେ । ପାରିବାରିକ ଶାନ୍ତି ଅବ୍ୟାହତ ରହିବ । ଆୟ ମଧ୍ୟମ ଧରଣର ହେବ । ଦେବ ଦର୍ଶନ ସହିତ ସେବା ପୂଜାର ସୁଯୋଗ ମଧ୍ୟ ଜୁଟିପାରେ ।	[864, 2119, 1148, 2168]
kuliari-lead: ଜିଲ୍ଲା ଗାଇସିଲେଟ ବ୍ଲକ ଅନ୍ତର୍ଗତ କଟାବାହାଲ ଗ୍ରାମପଞ୍ଚାୟତରେ କୁଳିଆରୀ,	[401, 1186, 518, 1228]
swadeshi-col2: କରାଯାଇଥିଲା । କାର୍ଯ୍ୟକ୍ରମରେ ବିଶ୍ୱବିଦ୍ୟାଳୟର କୁଳପତି ପ୍ରଫେସର ସନ୍ତୋଷ କୁମାର ତ୍ରିପାଠୀଙ୍କ ସହ ସ୍ନାତକୋତ୍ତର ପରିଷଦ ଅଧ୍ୟକ୍ଷ ପ୍ରଫେସର ଭାସ୍କର ବେହେରା, କୁଳସଚିବ କୁକୁମୀନା ଦାସ ଓ ସମସ୍ତ ଶିକ୍ଷକ-ଶିକ୍ଷୟିତ୍ରୀ, ଅଣଶିକ୍ଷକ କର୍ମଚାରୀଗଣ ଏବଂ ଛାତ୍ରଛାତ୍ରୀମାନେ ଉତ୍ସାହପୂର୍ଣ୍ଣ ଅଂଶଗ୍ରହଣ କରିଥିଲେ ।	[187, 398, 349, 546]
today-panjika	[25, 2051, 377, 2205]
zodiac-forecast	[482, 2117, 765, 2190]
tomorrow-title: ଆଗାମୀ କାଲିର ପଞ୍ଜିକା	[1166, 2031, 1537, 2082]
book-bureau: ଭୁବନେଶ୍ୱର, ନ୍ୟୁଜ ବ୍ୟୁରୋ	[1285, 1075, 1414, 1088]
